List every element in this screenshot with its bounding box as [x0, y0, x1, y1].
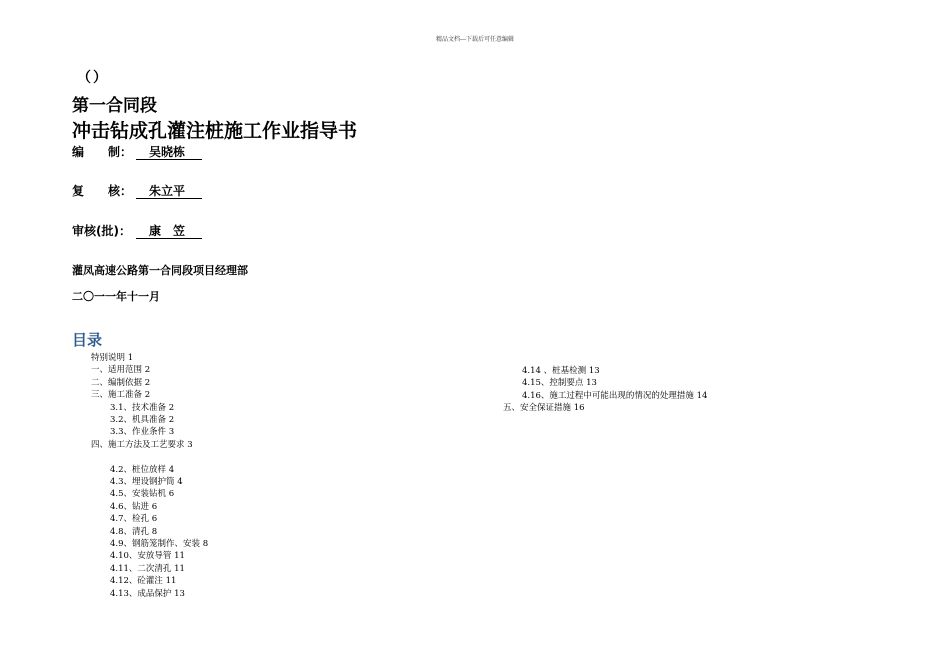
field-approver: [72, 222, 202, 239]
toc-entry[interactable]: 四、施工方法及工艺要求 3: [91, 439, 193, 450]
toc-entry[interactable]: 4.16、施工过程中可能出现的情况的处理措施 14: [522, 390, 708, 401]
field-label: 审核(批)：: [72, 224, 131, 238]
toc-entry[interactable]: 一、适用范围 2: [91, 365, 151, 376]
toc-entry[interactable]: 4.10、安放导管 11: [110, 551, 185, 562]
field-compiler: [72, 143, 202, 160]
toc-entry[interactable]: 3.3、作业条件 3: [110, 427, 175, 438]
toc-entry[interactable]: 4.9、钢筋笼制作、安装 8: [110, 539, 209, 549]
toc-entry[interactable]: 4.7、检孔 6: [110, 514, 158, 525]
field-label: 编 制：: [72, 145, 133, 159]
field-label: 复 核：: [72, 184, 133, 198]
doc-number-paren: （）: [77, 70, 109, 86]
toc-entry[interactable]: 二、编制依据 2: [91, 377, 151, 388]
toc-entry[interactable]: 3.2、机具准备 2: [110, 415, 175, 425]
toc-entry[interactable]: 五、安全保证措施 16: [503, 403, 585, 414]
document-date: 二〇一一年十一月: [72, 290, 160, 303]
field-value: 吴晓栋: [136, 145, 202, 160]
toc-entry[interactable]: 特别说明 1: [91, 353, 134, 363]
toc-entry[interactable]: 4.8、清孔 8: [110, 526, 158, 537]
toc-entry[interactable]: 3.1、技术准备 2: [110, 402, 175, 413]
header-watermark: 精品文档---下载后可任意编辑: [435, 36, 515, 43]
organization: 灌凤高速公路第一合同段项目经理部: [72, 264, 248, 277]
field-value: 朱立平: [136, 184, 202, 199]
toc-entry[interactable]: 4.6、钻进 6: [110, 501, 158, 512]
toc-entry[interactable]: 4.2、桩位放样 4: [110, 464, 175, 475]
toc-entry[interactable]: 4.3、埋设钢护筒 4: [110, 477, 183, 487]
toc-entry[interactable]: 4.13、成品保护 13: [110, 588, 185, 599]
toc-entry[interactable]: 4.15、控制要点 13: [522, 378, 597, 389]
toc-title: 目录: [72, 331, 103, 349]
field-value: 康 笠: [136, 224, 202, 239]
document-title: 冲击钻成孔灌注桩施工作业指导书: [72, 120, 358, 142]
contract-section: 第一合同段: [72, 96, 157, 116]
toc-entry[interactable]: 4.11、二次清孔 11: [110, 563, 185, 574]
toc-entry[interactable]: 4.14 、桩基检测 13: [522, 366, 600, 376]
field-reviewer: [72, 182, 202, 199]
toc-entry[interactable]: 4.5、安装钻机 6: [110, 489, 175, 500]
toc-entry[interactable]: 三、施工准备 2: [91, 390, 151, 401]
toc-entry[interactable]: 4.12、砼灌注 11: [110, 576, 177, 587]
